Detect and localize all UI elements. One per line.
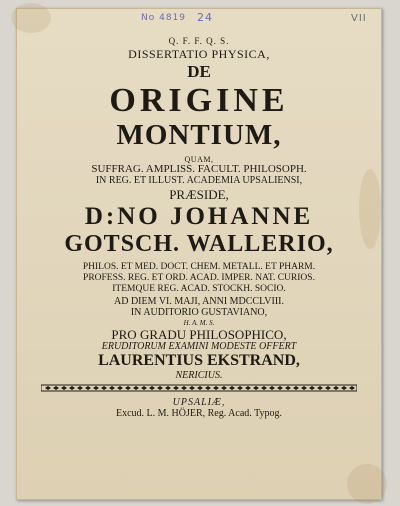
addiem-line: AD DIEM VI. MAJI, ANNI MDCCLVIII. [114,296,284,307]
hams-line: H. A. M. S. [183,319,215,327]
praeside-line: PRÆSIDE, [169,187,229,202]
inreg-line: IN REG. ET ILLUST. ACADEMIA UPSALIENSI, [95,175,303,186]
suffrag-line: SUFFRAG. AMPLISS. FACULT. PHILOSOPH. [91,163,307,175]
handwritten-number: 24 [197,11,213,24]
eruditorum-line: ERUDITORUM EXAMINI MODESTE OFFERT [101,341,297,352]
itemque-line: ITEMQUE REG. ACAD. STOCKH. SOCIO. [112,284,286,294]
profess-line: PROFESS. REG. ET ORD. ACAD. IMPER. NAT. CURIOS. [83,273,315,283]
gotsch-wallerio: GOTSCH. WALLERIO, [64,231,334,257]
laurentius-ekstrand: LAURENTIUS EKSTRAND, [98,352,300,369]
motto: Q. F. F. Q. S. [168,36,230,46]
title-page [16,8,382,500]
origine-title: ORIGINE [109,82,289,119]
paper-stain [11,3,51,33]
montium-title: MONTIUM, [116,119,282,151]
upsaliae-line: UPSALIÆ, [172,397,226,408]
de-line: DE [187,62,211,81]
dno-johanne: D:NO JOHANNE [84,203,314,230]
nericius-line: NERICIUS. [175,370,223,381]
philos-line: PHILOS. ET MED. DOCT. CHEM. METALL. ET PHARM. [82,262,316,272]
dissertatio-line: DISSERTATIO PHYSICA, [128,47,270,61]
paper-stain [347,464,387,504]
ornamental-rule [41,383,357,393]
quam-line: QUAM, [184,155,214,164]
inauditorio-line: IN AUDITORIO GUSTAVIANO, [130,307,268,318]
printer-line: Excud. L. M. HÖJER, Reg. Acad. Typog. [115,408,283,419]
progradu-line: PRO GRADU PHILOSOPHICO, [111,327,287,342]
handwritten-corner: VII [351,13,367,24]
handwritten-note: No 4819 [141,13,187,23]
